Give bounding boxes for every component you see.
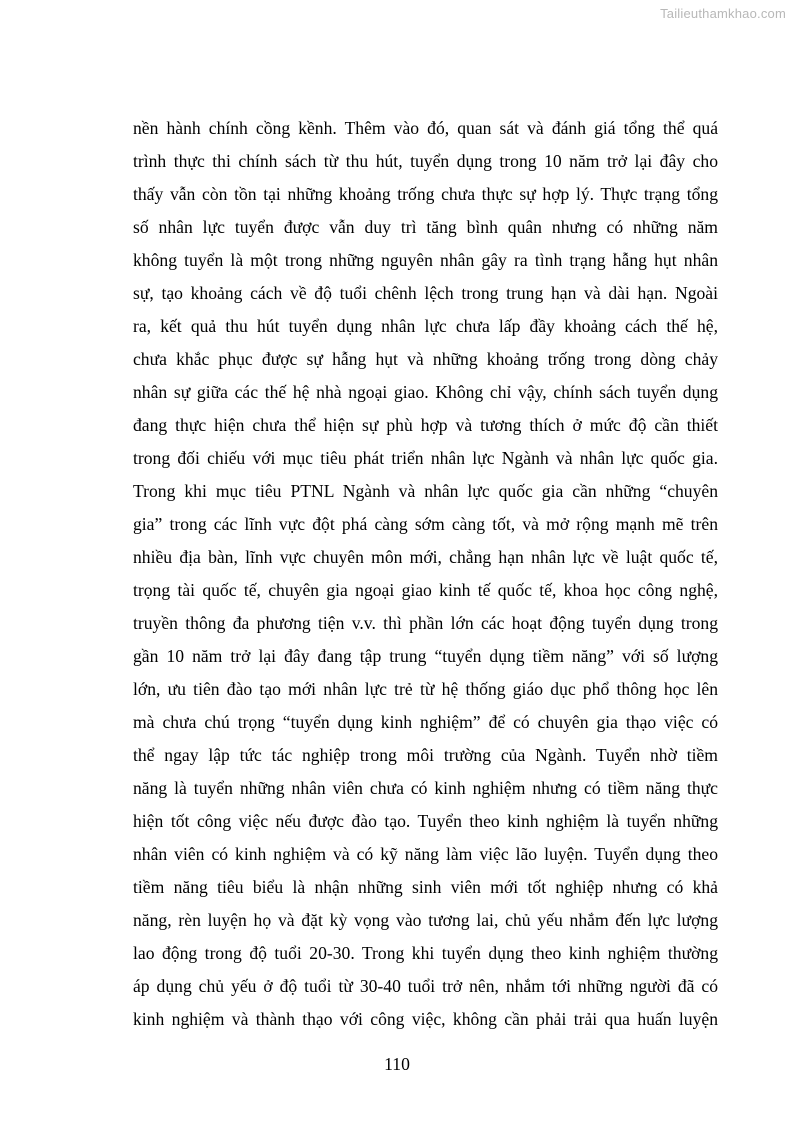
text-line: Trong khi mục tiêu PTNL Ngành và nhân lực quốc gia cần những “chuyên <box>133 481 718 501</box>
text-line: thấy vẫn còn tồn tại những khoảng trống chưa thực sự hợp lý. Thực trạng tổng <box>133 184 718 204</box>
text-line: số nhân lực tuyển được vẫn duy trì tăng bình quân nhưng có những năm <box>133 217 718 237</box>
text-line: đang thực hiện chưa thể hiện sự phù hợp và tương thích ở mức độ cần thiết <box>133 415 718 435</box>
text-line: lao động trong độ tuổi 20-30. Trong khi tuyển dụng theo kinh nghiệm thường <box>133 943 718 963</box>
text-line: truyền thông đa phương tiện v.v. thì phần lớn các hoạt động tuyển dụng trong <box>133 613 718 633</box>
text-line: hiện tốt công việc nếu được đào tạo. Tuyển theo kinh nghiệm là tuyển những <box>133 811 718 831</box>
body-paragraph <box>133 112 718 1036</box>
text-line: tiềm năng tiêu biểu là nhận những sinh viên mới tốt nghiệp nhưng có khả <box>133 877 718 897</box>
text-line: sự, tạo khoảng cách về độ tuổi chênh lệch trong trung hạn và dài hạn. Ngoài <box>133 283 718 303</box>
text-line: nhân sự giữa các thế hệ nhà ngoại giao. Không chỉ vậy, chính sách tuyển dụng <box>133 382 718 402</box>
text-line: trọng tài quốc tế, chuyên gia ngoại giao kinh tế quốc tế, khoa học công nghệ, <box>133 580 718 600</box>
text-line: năng là tuyển những nhân viên chưa có kinh nghiệm nhưng có tiềm năng thực <box>133 778 718 798</box>
watermark-text: Tailieuthamkhao.com <box>660 6 786 21</box>
page-number: 110 <box>384 1054 410 1074</box>
text-line: áp dụng chủ yếu ở độ tuổi từ 30-40 tuổi trở nên, nhắm tới những người đã có <box>133 976 718 996</box>
text-line: thể ngay lập tức tác nghiệp trong môi trường của Ngành. Tuyển nhờ tiềm <box>133 745 718 765</box>
text-line: nhân viên có kinh nghiệm và có kỹ năng làm việc lão luyện. Tuyển dụng theo <box>133 844 718 864</box>
text-line: không tuyển là một trong những nguyên nhân gây ra tình trạng hẫng hụt nhân <box>133 250 718 270</box>
text-line: nhiều địa bàn, lĩnh vực chuyên môn mới, chẳng hạn nhân lực về luật quốc tế, <box>133 547 718 567</box>
text-line: trình thực thi chính sách từ thu hút, tuyển dụng trong 10 năm trở lại đây cho <box>133 151 718 171</box>
text-line: năng, rèn luyện họ và đặt kỳ vọng vào tương lai, chủ yếu nhắm đến lực lượng <box>133 910 718 930</box>
text-line: nền hành chính cồng kềnh. Thêm vào đó, quan sát và đánh giá tổng thể quá <box>133 118 718 138</box>
text-line: trong đối chiếu với mục tiêu phát triển nhân lực Ngành và nhân lực quốc gia. <box>133 448 718 468</box>
text-line: lớn, ưu tiên đào tạo mới nhân lực trẻ từ hệ thống giáo dục phổ thông học lên <box>133 679 718 699</box>
text-line: chưa khắc phục được sự hẫng hụt và những khoảng trống trong dòng chảy <box>133 349 718 369</box>
text-line: gần 10 năm trở lại đây đang tập trung “tuyển dụng tiềm năng” với số lượng <box>133 646 718 666</box>
text-line: gia” trong các lĩnh vực đột phá càng sớm càng tốt, và mở rộng mạnh mẽ trên <box>133 514 718 534</box>
text-line: kinh nghiệm và thành thạo với công việc, không cần phải trải qua huấn luyện <box>133 1009 718 1029</box>
text-line: ra, kết quả thu hút tuyển dụng nhân lực chưa lấp đầy khoảng cách thế hệ, <box>133 316 718 336</box>
text-line: mà chưa chú trọng “tuyển dụng kinh nghiệm” để có chuyên gia thạo việc có <box>133 712 718 732</box>
